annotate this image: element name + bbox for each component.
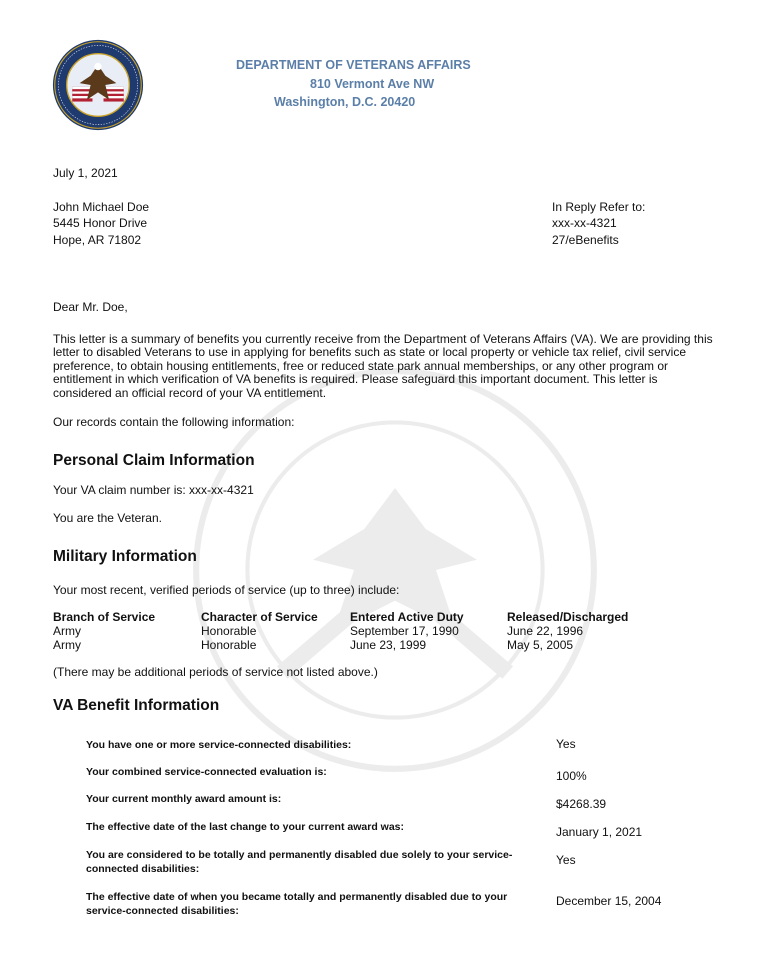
- row1-character: Honorable: [201, 624, 257, 638]
- reply-label: In Reply Refer to:: [552, 200, 646, 214]
- role-line: You are the Veteran.: [53, 511, 162, 525]
- service-note: (There may be additional periods of service not listed above.): [53, 665, 378, 679]
- benefit-question: Your combined service-connected evaluation is:: [86, 766, 327, 778]
- benefit-answer: 100%: [556, 769, 587, 783]
- col-branch: Branch of Service: [53, 610, 156, 624]
- intro-paragraph: This letter is a summary of benefits you currently receive from the Department of Veterans Affairs (VA). We are providing this letter to disabled Veterans to use in applying for benefits such as state or local property or vehicle tax relief, civil service preference, to obtain housing entitlements, free or reduced state park annual memberships, or any other program or entitlement in which verification of VA benefits is required. Please safeguard this important document. This letter is considered an official record of your VA entitlement.: [53, 332, 713, 400]
- recipient-city: Hope, AR 71802: [53, 233, 142, 247]
- salutation: Dear Mr. Doe,: [53, 300, 128, 314]
- military-intro: Your most recent, verified periods of service (up to three) include:: [53, 583, 400, 597]
- personal-heading: Personal Claim Information: [53, 452, 255, 469]
- recipient-name: John Michael Doe: [53, 200, 150, 214]
- benefit-answer: Yes: [556, 853, 576, 867]
- reply-code: 27/eBenefits: [552, 233, 619, 247]
- benefit-answer: December 15, 2004: [556, 894, 662, 908]
- row1-branch: Army: [53, 624, 81, 638]
- col-entered: Entered Active Duty: [350, 610, 464, 624]
- benefit-answer: Yes: [556, 737, 576, 751]
- letter-date: July 1, 2021: [53, 166, 118, 180]
- row2-released: May 5, 2005: [507, 638, 574, 652]
- benefit-question: You are considered to be totally and permanently disabled due solely to your service-connected disabilities:: [86, 849, 513, 875]
- row1-released: June 22, 1996: [507, 624, 584, 638]
- benefit-question: The effective date of when you became totally and permanently disabled due to your service-connected disabilities:: [86, 891, 508, 917]
- benefit-answer: $4268.39: [556, 797, 607, 811]
- records-line: Our records contain the following information:: [53, 415, 295, 429]
- benefit-question: You have one or more service-connected disabilities:: [86, 739, 352, 751]
- col-character: Character of Service: [201, 610, 318, 624]
- benefit-answer: January 1, 2021: [556, 825, 643, 839]
- claim-number-line: Your VA claim number is: xxx-xx-4321: [53, 483, 254, 497]
- col-released: Released/Discharged: [507, 610, 629, 624]
- benefit-question: The effective date of the last change to your current award was:: [86, 821, 404, 833]
- row2-entered: June 23, 1999: [350, 638, 427, 652]
- row1-entered: September 17, 1990: [350, 624, 459, 638]
- row2-character: Honorable: [201, 638, 257, 652]
- military-heading: Military Information: [53, 548, 197, 565]
- benefits-heading: VA Benefit Information: [53, 697, 220, 714]
- va-seal-icon: [52, 39, 144, 131]
- reply-number: xxx-xx-4321: [552, 216, 617, 230]
- recipient-street: 5445 Honor Drive: [53, 216, 148, 230]
- header-city: Washington, D.C. 20420: [274, 95, 416, 109]
- benefit-question: Your current monthly award amount is:: [86, 793, 282, 805]
- header-street: 810 Vermont Ave NW: [310, 77, 435, 91]
- row2-branch: Army: [53, 638, 81, 652]
- header-agency: DEPARTMENT OF VETERANS AFFAIRS: [236, 58, 471, 72]
